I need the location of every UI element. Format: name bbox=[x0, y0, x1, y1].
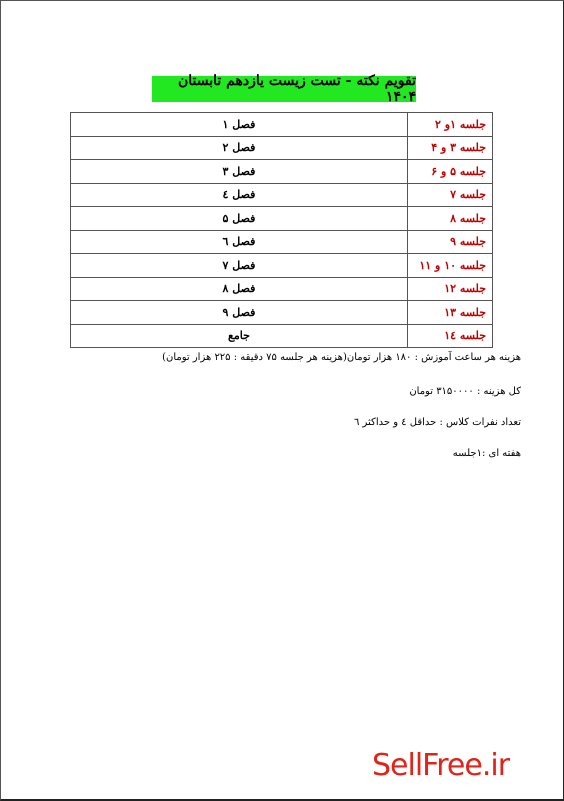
session-cell: جلسه ۸ bbox=[408, 207, 493, 231]
chapter-cell: فصل ۵ bbox=[71, 207, 408, 231]
schedule-table bbox=[70, 112, 493, 348]
page-title: تقویم نکته - تست زیست یازدهم تابستان ۱۴۰۴ bbox=[152, 76, 416, 102]
chapter-cell: فصل ٤ bbox=[71, 183, 408, 207]
chapter-cell: فصل ۲ bbox=[71, 136, 408, 160]
chapter-cell: فصل ۷ bbox=[71, 254, 408, 278]
table-row bbox=[71, 183, 493, 207]
watermark-logo: SellFree.ir bbox=[372, 748, 510, 783]
table-row bbox=[71, 324, 493, 348]
hourly-cost-note: هزینه هر ساعت آموزش : ۱۸۰ هزار تومان(هزینه هر جلسه ۷۵ دقیقه : ۲۲۵ هزار تومان) bbox=[162, 352, 521, 363]
session-cell: جلسه ۷ bbox=[408, 183, 493, 207]
table-row bbox=[71, 113, 493, 137]
session-cell: جلسه ۱و ۲ bbox=[408, 113, 493, 137]
table-row bbox=[71, 277, 493, 301]
table-row bbox=[71, 254, 493, 278]
chapter-cell: فصل ۱ bbox=[71, 113, 408, 137]
chapter-cell: فصل ۹ bbox=[71, 301, 408, 325]
chapter-cell: فصل ۸ bbox=[71, 277, 408, 301]
table-row bbox=[71, 207, 493, 231]
total-cost-note: کل هزینه : ۳۱۵۰۰۰۰ تومان bbox=[409, 386, 521, 397]
session-cell: جلسه ۱۰ و ۱۱ bbox=[408, 254, 493, 278]
table-row bbox=[71, 301, 493, 325]
class-size-note: تعداد نفرات کلاس : حداقل ٤ و حداکثر ٦ bbox=[353, 417, 521, 428]
table-row bbox=[71, 136, 493, 160]
table-row bbox=[71, 230, 493, 254]
chapter-cell: جامع bbox=[71, 324, 408, 348]
table-row bbox=[71, 160, 493, 184]
session-cell: جلسه ۱٤ bbox=[408, 324, 493, 348]
frequency-note: هفته ای :۱جلسه bbox=[452, 448, 521, 459]
chapter-cell: فصل ۳ bbox=[71, 160, 408, 184]
session-cell: جلسه ۱۳ bbox=[408, 301, 493, 325]
session-cell: جلسه ۳ و ۴ bbox=[408, 136, 493, 160]
session-cell: جلسه ۱۲ bbox=[408, 277, 493, 301]
session-cell: جلسه ۵ و ۶ bbox=[408, 160, 493, 184]
chapter-cell: فصل ٦ bbox=[71, 230, 408, 254]
session-cell: جلسه ۹ bbox=[408, 230, 493, 254]
